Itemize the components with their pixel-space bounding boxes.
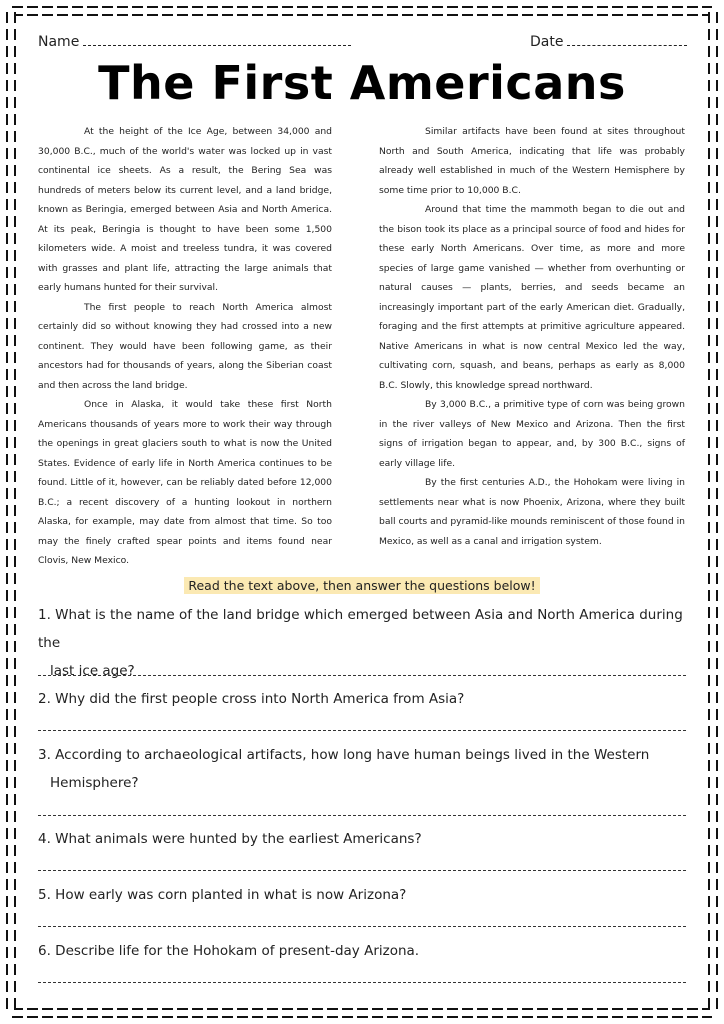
question-text: 4. What animals were hunted by the earliest Americans? <box>38 831 422 847</box>
question-1 <box>38 601 688 685</box>
date-line[interactable] <box>567 35 687 46</box>
question-text-continued: Hemisphere? <box>50 775 139 791</box>
paragraph: At the height of the Ice Age, between 34,000 and 30,000 B.C., much of the world's water was locked up in vast continental ice sheets. As a result, the Bering Sea was hundreds of meters below its current level, and a land bridge, known as Beringia, emerged between Asia and North America. At its peak, Beringia is thought to have been some 1,500 kilometers wide. A moist and treeless tundra, it was covered with grasses and plant life, attracting the large animals that early humans hunted for their survival. <box>38 126 332 293</box>
page-title: The First Americans <box>98 56 626 110</box>
question-5 <box>38 881 688 909</box>
dashed-border-left <box>6 12 16 1012</box>
question-text: 1. What is the name of the land bridge which emerged between Asia and North America during the <box>38 607 683 651</box>
name-label: Name <box>38 34 80 50</box>
dashed-border-bottom <box>12 1008 712 1018</box>
answer-line-1[interactable] <box>38 675 686 676</box>
paragraph: Similar artifacts have been found at sites throughout North and South America, indicating that life was probably already well established in much of the Western Hemisphere by some time prior to 10,000 B.C. <box>379 126 685 196</box>
paragraph: By the first centuries A.D., the Hohokam were living in settlements near what is now Phoenix, Arizona, where they built ball courts and pyramid-like mounds reminiscent of those found in Mexico, as well as a canal and irrigation system. <box>379 477 685 547</box>
question-4 <box>38 825 688 853</box>
date-field[interactable] <box>530 34 687 50</box>
paragraph: The first people to reach North America almost certainly did so without knowing they had crossed into a new continent. They would have been following game, as their ancestors had for thousands of years, along the Siberian coast and then across the land bridge. <box>38 301 332 391</box>
answer-line-4[interactable] <box>38 870 686 871</box>
question-2 <box>38 685 688 713</box>
question-text: 5. How early was corn planted in what is now Arizona? <box>38 887 407 903</box>
answer-line-5[interactable] <box>38 926 686 927</box>
question-text: 6. Describe life for the Hohokam of present-day Arizona. <box>38 943 420 959</box>
date-label: Date <box>530 34 564 50</box>
answer-line-6[interactable] <box>38 982 686 983</box>
instruction-text: Read the text above, then answer the questions below! <box>184 577 539 594</box>
name-field[interactable] <box>38 34 351 50</box>
paragraph: Around that time the mammoth began to die out and the bison took its place as a principal source of food and hides for these early North Americans. Over time, as more and more species of large game vanished — whether from overhunting or natural causes — plants, berries, and seeds became an increasingly important part of the early American diet. Gradually, foraging and the first attempts at primitive agriculture appeared. Native Americans in what is now central Mexico led the way, cultivating corn, squash, and beans, perhaps as early as 8,000 B.C. Slowly, this knowledge spread northward. <box>379 204 685 391</box>
dashed-border-right <box>708 12 718 1012</box>
question-text: 2. Why did the first people cross into North America from Asia? <box>38 691 465 707</box>
instruction-banner <box>0 577 724 595</box>
answer-line-2[interactable] <box>38 730 686 731</box>
text-column-right <box>379 122 685 551</box>
dashed-border-top <box>12 6 712 16</box>
question-3 <box>38 741 688 797</box>
paragraph: Once in Alaska, it would take these first North Americans thousands of years more to work their way through the openings in great glaciers south to what is now the United States. Evidence of early life in North America continues to be found. Little of it, however, can be reliably dated before 12,000 B.C.; a recent discovery of a hunting lookout in northern Alaska, for example, may date from almost that time. So too may the finely crafted spear points and items found near Clovis, New Mexico. <box>38 399 332 566</box>
question-text-continued: last ice age? <box>50 663 135 679</box>
text-column-left <box>38 122 332 571</box>
question-6 <box>38 937 688 965</box>
paragraph: By 3,000 B.C., a primitive type of corn was being grown in the river valleys of New Mexico and Arizona. Then the first signs of irrigation began to appear, and, by 300 B.C., signs of early village life. <box>379 399 685 469</box>
question-text: 3. According to archaeological artifacts, how long have human beings lived in the Western <box>38 747 650 763</box>
name-line[interactable] <box>83 35 351 46</box>
answer-line-3[interactable] <box>38 815 686 816</box>
